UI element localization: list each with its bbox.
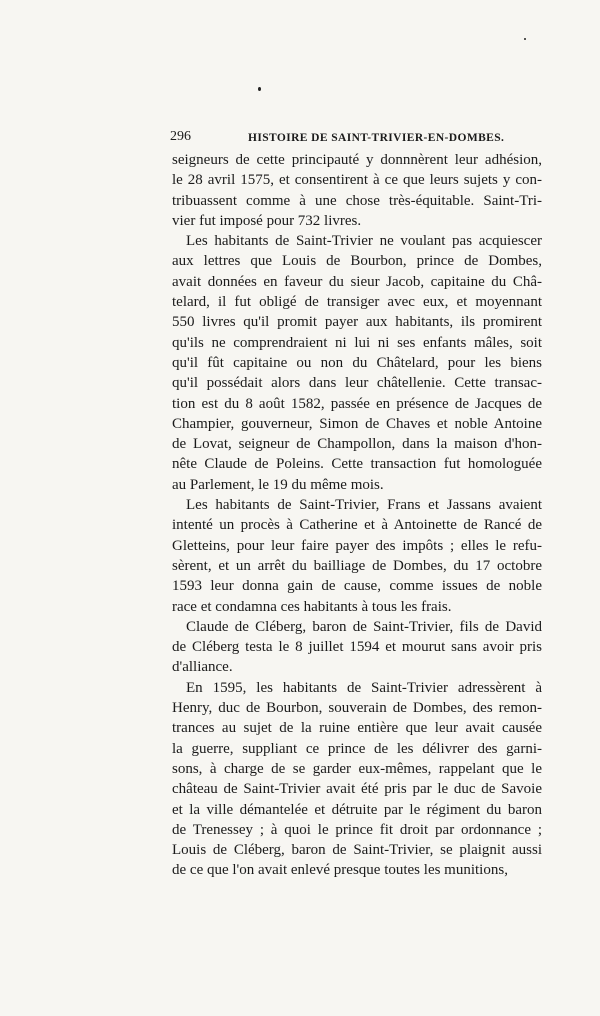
- text-line: 550 livres qu'il promit payer aux habitants, ils promirent: [172, 314, 542, 331]
- text-line: d'alliance.: [172, 659, 233, 676]
- text-line: Les habitants de Saint-Trivier ne voulant pas acquiescer: [186, 233, 542, 250]
- text-line: le 28 avril 1575, et consentirent à ce que leurs sujets y con-: [172, 172, 542, 189]
- text-line: seigneurs de cette principauté y donnnèrent leur adhésion,: [172, 152, 542, 168]
- text-line: avait données en faveur du sieur Jacob, capitaine du Châ-: [172, 273, 542, 290]
- text-line: de Cléberg testa le 8 juillet 1594 et mourut sans avoir pris: [172, 639, 542, 656]
- paragraph: [172, 150, 542, 231]
- paragraph: [172, 617, 542, 678]
- running-title: HISTOIRE DE SAINT-TRIVIER-EN-DOMBES.: [248, 132, 505, 144]
- body-text: [172, 150, 542, 881]
- text-line: Les habitants de Saint-Trivier, Frans et Jassans avaient: [186, 497, 542, 514]
- text-line: aux lettres que Louis de Bourbon, prince de Dombes,: [172, 253, 542, 270]
- text-line: sons, à charge de se garder eux-mêmes, rappelant que le: [172, 760, 542, 777]
- text-line: qu'il possédait alors dans leur châtellenie. Cette transac-: [172, 375, 542, 392]
- ink-speck: [258, 87, 261, 91]
- text-line: intenté un procès à Catherine et à Antoinette de Rancé de: [172, 517, 542, 534]
- text-line: nête Claude de Poleins. Cette transaction fut homologuée: [172, 456, 542, 473]
- page-number: 296: [170, 129, 191, 144]
- text-line: Henry, duc de Bourbon, souverain de Dombes, des remon-: [172, 700, 542, 717]
- text-line: Champier, gouverneur, Simon de Chaves et noble Antoine: [172, 415, 542, 432]
- text-line: la guerre, suppliant ce prince de les délivrer des garni-: [172, 740, 542, 757]
- text-line: et la ville démantelée et détruite par le régiment du baron: [172, 801, 542, 818]
- text-line: de Trenessey ; à quoi le prince fit droit par ordonnance ;: [172, 821, 542, 838]
- text-line: au Parlement, le 19 du même mois.: [172, 476, 384, 493]
- text-line: sèrent, et un arrêt du bailliage de Dombes, du 17 octobre: [172, 557, 542, 574]
- text-line: qu'il fût capitaine ou non du Châtelard, pour les biens: [172, 354, 542, 371]
- ink-speck: [524, 38, 526, 40]
- text-line: telard, il fut obligé de transiger avec eux, et moyennant: [172, 294, 542, 311]
- text-line: de Lovat, seigneur de Champollon, dans la maison d'hon-: [172, 436, 542, 453]
- paragraph: [172, 678, 542, 881]
- text-line: tion est du 8 août 1582, passée en présence de Jacques de: [172, 395, 542, 412]
- text-line: Claude de Cléberg, baron de Saint-Trivier, fils de David: [186, 618, 542, 635]
- paragraph: [172, 495, 542, 617]
- paragraph: [172, 231, 542, 495]
- text-line: vier fut imposé pour 732 livres.: [172, 212, 362, 229]
- text-line: race et condamna ces habitants à tous les frais.: [172, 598, 452, 615]
- text-line: Louis de Cléberg, baron de Saint-Trivier, se plaignit aussi: [172, 842, 542, 859]
- text-line: Gletteins, pour leur faire payer des impôts ; elles le refu-: [172, 537, 542, 554]
- text-line: château de Saint-Trivier avait été pris par le duc de Savoie: [172, 781, 542, 798]
- text-line: trances au sujet de la ruine entière que leur avait causée: [172, 720, 542, 737]
- text-line: qu'ils ne comprendraient ni lui ni ses enfants mâles, soit: [172, 334, 542, 351]
- text-line: En 1595, les habitants de Saint-Trivier adressèrent à: [186, 679, 542, 696]
- text-line: 1593 leur donna gain de cause, comme issues de noble: [172, 578, 542, 595]
- text-line: tribuassent comme à une chose très-équitable. Saint-Tri-: [172, 192, 542, 209]
- text-line: de ce que l'on avait enlevé presque toutes les munitions,: [172, 862, 508, 879]
